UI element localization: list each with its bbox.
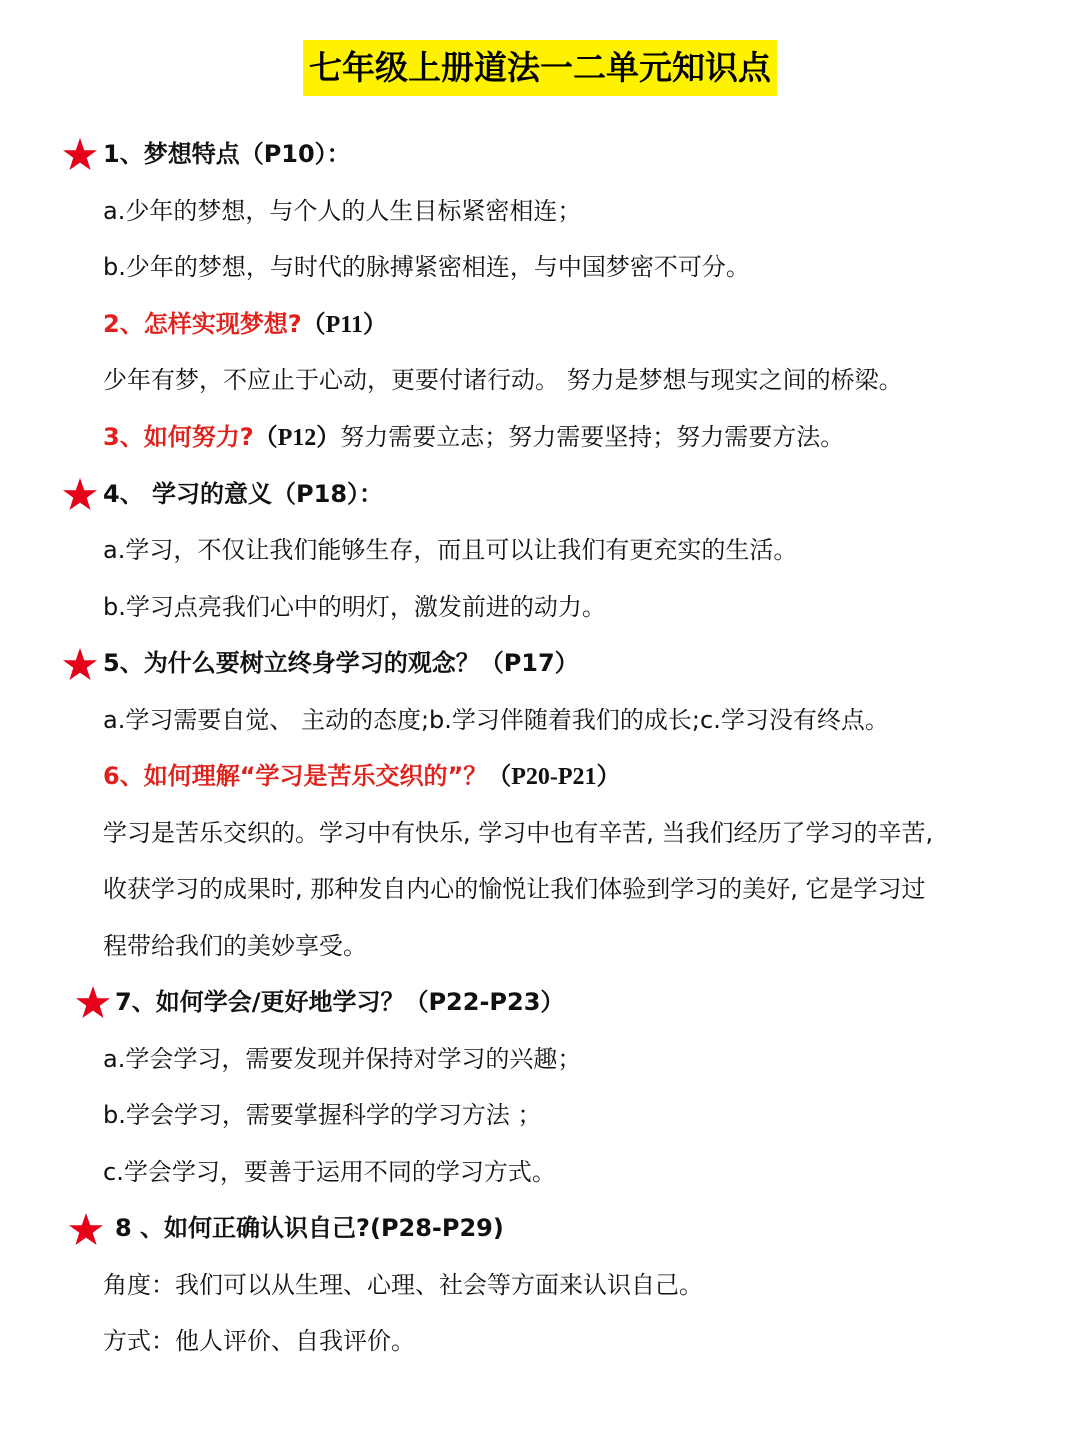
section-2-question: 2、怎样实现梦想?: [103, 310, 302, 338]
section-8-method: 方式：他人评价、自我评价。: [103, 1327, 415, 1355]
star-icon: [68, 1212, 104, 1248]
section-2-answer: 少年有梦，不应止于心动，更要付诸行动。 努力是梦想与现实之间的桥梁。: [103, 366, 903, 394]
section-7-item-c: c.学会学习，要善于运用不同的学习方式。: [103, 1158, 556, 1186]
star-icon: [62, 137, 98, 173]
section-3-answer: 努力需要立志；努力需要坚持；努力需要方法。: [340, 423, 845, 451]
section-4-item-b: b.学习点亮我们心中的明灯，激发前进的动力。: [103, 593, 606, 621]
section-4-item-a: a.学习，不仅让我们能够生存，而且可以让我们有更充实的生活。: [103, 536, 798, 564]
section-3-question: 3、如何努力?: [103, 423, 254, 451]
section-6-answer-line-2: 收获学习的成果时, 那种发自内心的愉悦让我们体验到学习的美好, 它是学习过: [103, 875, 926, 903]
page-title: 七年级上册道法一二单元知识点: [303, 40, 777, 96]
section-8-angle: 角度：我们可以从生理、心理、社会等方面来认识自己。: [103, 1271, 703, 1299]
section-6-page-ref: （P20-P21）: [487, 764, 621, 790]
section-1-item-a: a.少年的梦想，与个人的人生目标紧密相连；: [103, 197, 582, 225]
section-7-item-b: b.学会学习，需要掌握科学的学习方法 ；: [103, 1101, 542, 1129]
star-icon: [75, 985, 111, 1021]
section-7-heading: 7、如何学会/更好地学习？（P22-P23）: [115, 988, 565, 1016]
section-2-heading: [103, 296, 1063, 352]
section-8-heading: 8 、如何正确认识自己?(P28-P29): [115, 1214, 504, 1242]
section-2-page-ref: （P11）: [301, 312, 387, 338]
section-1-heading: 1、梦想特点（P10）：: [103, 140, 351, 168]
star-icon: [62, 477, 98, 513]
section-7-item-a: a.学会学习，需要发现并保持对学习的兴趣；: [103, 1045, 582, 1073]
section-5-answer: a.学习需要自觉、 主动的态度;b.学习伴随着我们的成长;c.学习没有终点。: [103, 706, 889, 734]
section-5-heading: 5、为什么要树立终身学习的观念？（P17）: [103, 649, 579, 677]
section-6-heading: [103, 748, 1063, 804]
section-4-heading: 4、 学习的意义（P18）：: [103, 480, 384, 508]
section-3-heading: [103, 409, 1063, 465]
section-6-answer-line-3: 程带给我们的美妙享受。: [103, 932, 367, 960]
section-1-item-b: b.少年的梦想，与时代的脉搏紧密相连，与中国梦密不可分。: [103, 253, 750, 281]
section-6-question: 6、如何理解“学习是苦乐交织的”？: [103, 762, 488, 790]
title-wrap: [0, 40, 1080, 96]
section-3-page-ref: （P12）: [253, 425, 341, 451]
section-6-answer-line-1: 学习是苦乐交织的。学习中有快乐, 学习中也有辛苦, 当我们经历了学习的辛苦,: [103, 819, 934, 847]
star-icon: [62, 647, 98, 683]
